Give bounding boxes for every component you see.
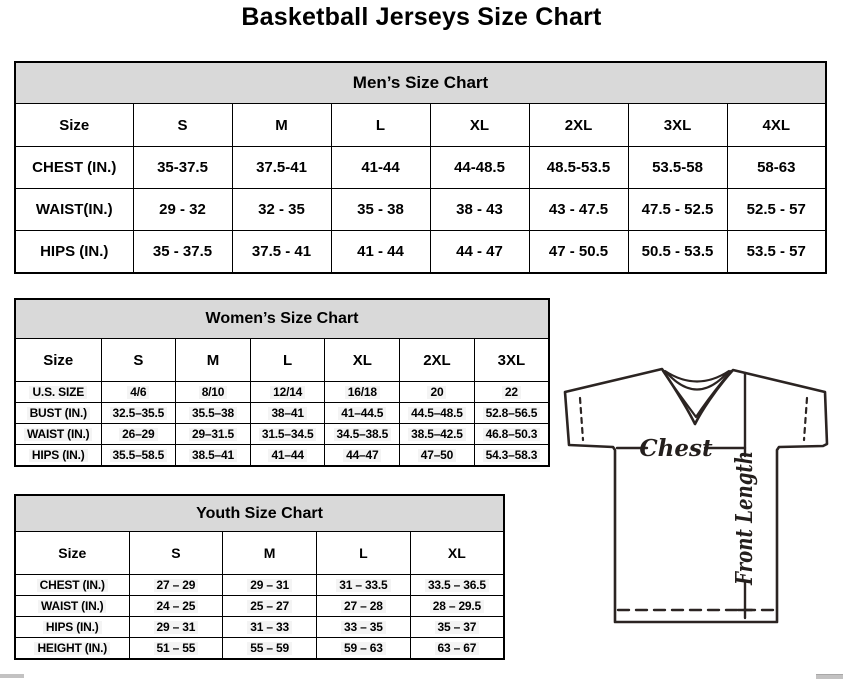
table-title-row: [15, 299, 549, 339]
table-title-row: [15, 62, 826, 104]
size-value-cell: 52.5 - 57: [727, 189, 826, 231]
mens-size-chart-table: [14, 61, 827, 274]
column-header: M: [232, 104, 331, 147]
table-row: [15, 424, 549, 445]
size-value-cell: 44.5–48.5: [400, 403, 475, 424]
size-value-cell: 32.5–35.5: [101, 403, 176, 424]
column-header: L: [317, 532, 411, 575]
size-value-cell: 29 – 31: [223, 575, 317, 596]
table-row: [15, 231, 826, 273]
size-value-cell: 34.5–38.5: [325, 424, 400, 445]
size-value-cell: 35 – 37: [410, 617, 504, 638]
left-cuff-dashed-line: [580, 398, 583, 440]
table-title: Men’s Size Chart: [15, 62, 826, 104]
table-row: [15, 575, 504, 596]
size-value-cell: 43 - 47.5: [529, 189, 628, 231]
column-header: 3XL: [628, 104, 727, 147]
size-value-cell: 41–44.5: [325, 403, 400, 424]
size-value-cell: 31.5–34.5: [250, 424, 325, 445]
table-row: [15, 403, 549, 424]
size-value-cell: 46.8–50.3: [474, 424, 549, 445]
table-header-row: [15, 104, 826, 147]
table-row: [15, 638, 504, 659]
size-value-cell: 27 – 28: [317, 596, 411, 617]
size-value-cell: 44-48.5: [430, 147, 529, 189]
page-title: Basketball Jerseys Size Chart: [241, 3, 602, 31]
table-row: [15, 189, 826, 231]
size-value-cell: 20: [400, 382, 475, 403]
table-title: Women’s Size Chart: [15, 299, 549, 339]
womens-size-chart-table: [14, 298, 550, 467]
front-length-label: Front Length: [731, 415, 758, 585]
horizontal-scrollbar-fragment-left[interactable]: [0, 674, 24, 678]
size-value-cell: 22: [474, 382, 549, 403]
row-label: WAIST (IN.): [15, 424, 101, 445]
table-header-row: [15, 339, 549, 382]
size-value-cell: 28 – 29.5: [410, 596, 504, 617]
row-label: WAIST(IN.): [15, 189, 133, 231]
size-value-cell: 47–50: [400, 445, 475, 466]
column-header: 4XL: [727, 104, 826, 147]
size-value-cell: 41-44: [331, 147, 430, 189]
column-header: 3XL: [474, 339, 549, 382]
size-value-cell: 47 - 50.5: [529, 231, 628, 273]
size-value-cell: 53.5 - 57: [727, 231, 826, 273]
column-header: Size: [15, 532, 129, 575]
size-value-cell: 33 – 35: [317, 617, 411, 638]
size-value-cell: 32 - 35: [232, 189, 331, 231]
size-value-cell: 63 – 67: [410, 638, 504, 659]
size-value-cell: 58-63: [727, 147, 826, 189]
size-value-cell: 59 – 63: [317, 638, 411, 659]
size-value-cell: 50.5 - 53.5: [628, 231, 727, 273]
size-value-cell: 27 – 29: [129, 575, 223, 596]
chest-label: Chest: [639, 435, 713, 462]
size-value-cell: 35 - 38: [331, 189, 430, 231]
column-header: M: [223, 532, 317, 575]
size-value-cell: 48.5-53.5: [529, 147, 628, 189]
size-value-cell: 55 – 59: [223, 638, 317, 659]
right-cuff-dashed-line: [804, 398, 807, 440]
column-header: L: [250, 339, 325, 382]
row-label: CHEST (IN.): [15, 575, 129, 596]
size-value-cell: 12/14: [250, 382, 325, 403]
row-label: BUST (IN.): [15, 403, 101, 424]
size-value-cell: 38 - 43: [430, 189, 529, 231]
size-value-cell: 29 – 31: [129, 617, 223, 638]
column-header: M: [176, 339, 251, 382]
size-value-cell: 41–44: [250, 445, 325, 466]
size-value-cell: 31 – 33.5: [317, 575, 411, 596]
column-header: XL: [430, 104, 529, 147]
size-value-cell: 33.5 – 36.5: [410, 575, 504, 596]
size-value-cell: 26–29: [101, 424, 176, 445]
column-header: S: [101, 339, 176, 382]
youth-size-chart-table: [14, 494, 505, 660]
column-header: XL: [325, 339, 400, 382]
table-row: [15, 382, 549, 403]
size-value-cell: 24 – 25: [129, 596, 223, 617]
size-value-cell: 25 – 27: [223, 596, 317, 617]
table-title: Youth Size Chart: [15, 495, 504, 532]
row-label: CHEST (IN.): [15, 147, 133, 189]
size-value-cell: 35 - 37.5: [133, 231, 232, 273]
size-value-cell: 38.5–41: [176, 445, 251, 466]
size-value-cell: 16/18: [325, 382, 400, 403]
column-header: S: [129, 532, 223, 575]
size-value-cell: 29 - 32: [133, 189, 232, 231]
table-header-row: [15, 532, 504, 575]
size-value-cell: 44–47: [325, 445, 400, 466]
jersey-measurement-diagram: [555, 360, 843, 672]
size-value-cell: 53.5-58: [628, 147, 727, 189]
size-value-cell: 35-37.5: [133, 147, 232, 189]
row-label: U.S. SIZE: [15, 382, 101, 403]
size-value-cell: 29–31.5: [176, 424, 251, 445]
column-header: S: [133, 104, 232, 147]
size-value-cell: 37.5-41: [232, 147, 331, 189]
size-value-cell: 31 – 33: [223, 617, 317, 638]
table-title-row: [15, 495, 504, 532]
size-value-cell: 47.5 - 52.5: [628, 189, 727, 231]
column-header: 2XL: [529, 104, 628, 147]
row-label: WAIST (IN.): [15, 596, 129, 617]
column-header: L: [331, 104, 430, 147]
column-header: 2XL: [400, 339, 475, 382]
column-header: Size: [15, 104, 133, 147]
size-value-cell: 8/10: [176, 382, 251, 403]
size-value-cell: 51 – 55: [129, 638, 223, 659]
row-label: HEIGHT (IN.): [15, 638, 129, 659]
size-value-cell: 38–41: [250, 403, 325, 424]
row-label: HIPS (IN.): [15, 617, 129, 638]
size-value-cell: 4/6: [101, 382, 176, 403]
row-label: HIPS (IN.): [15, 231, 133, 273]
size-value-cell: 35.5–58.5: [101, 445, 176, 466]
size-value-cell: 37.5 - 41: [232, 231, 331, 273]
size-value-cell: 44 - 47: [430, 231, 529, 273]
size-value-cell: 35.5–38: [176, 403, 251, 424]
table-row: [15, 617, 504, 638]
size-value-cell: 41 - 44: [331, 231, 430, 273]
row-label: HIPS (IN.): [15, 445, 101, 466]
size-value-cell: 38.5–42.5: [400, 424, 475, 445]
column-header: Size: [15, 339, 101, 382]
jersey-outline: [565, 369, 827, 622]
table-row: [15, 445, 549, 466]
horizontal-scrollbar-fragment-right[interactable]: [816, 674, 843, 679]
column-header: XL: [410, 532, 504, 575]
table-row: [15, 147, 826, 189]
size-value-cell: 52.8–56.5: [474, 403, 549, 424]
table-row: [15, 596, 504, 617]
size-value-cell: 54.3–58.3: [474, 445, 549, 466]
